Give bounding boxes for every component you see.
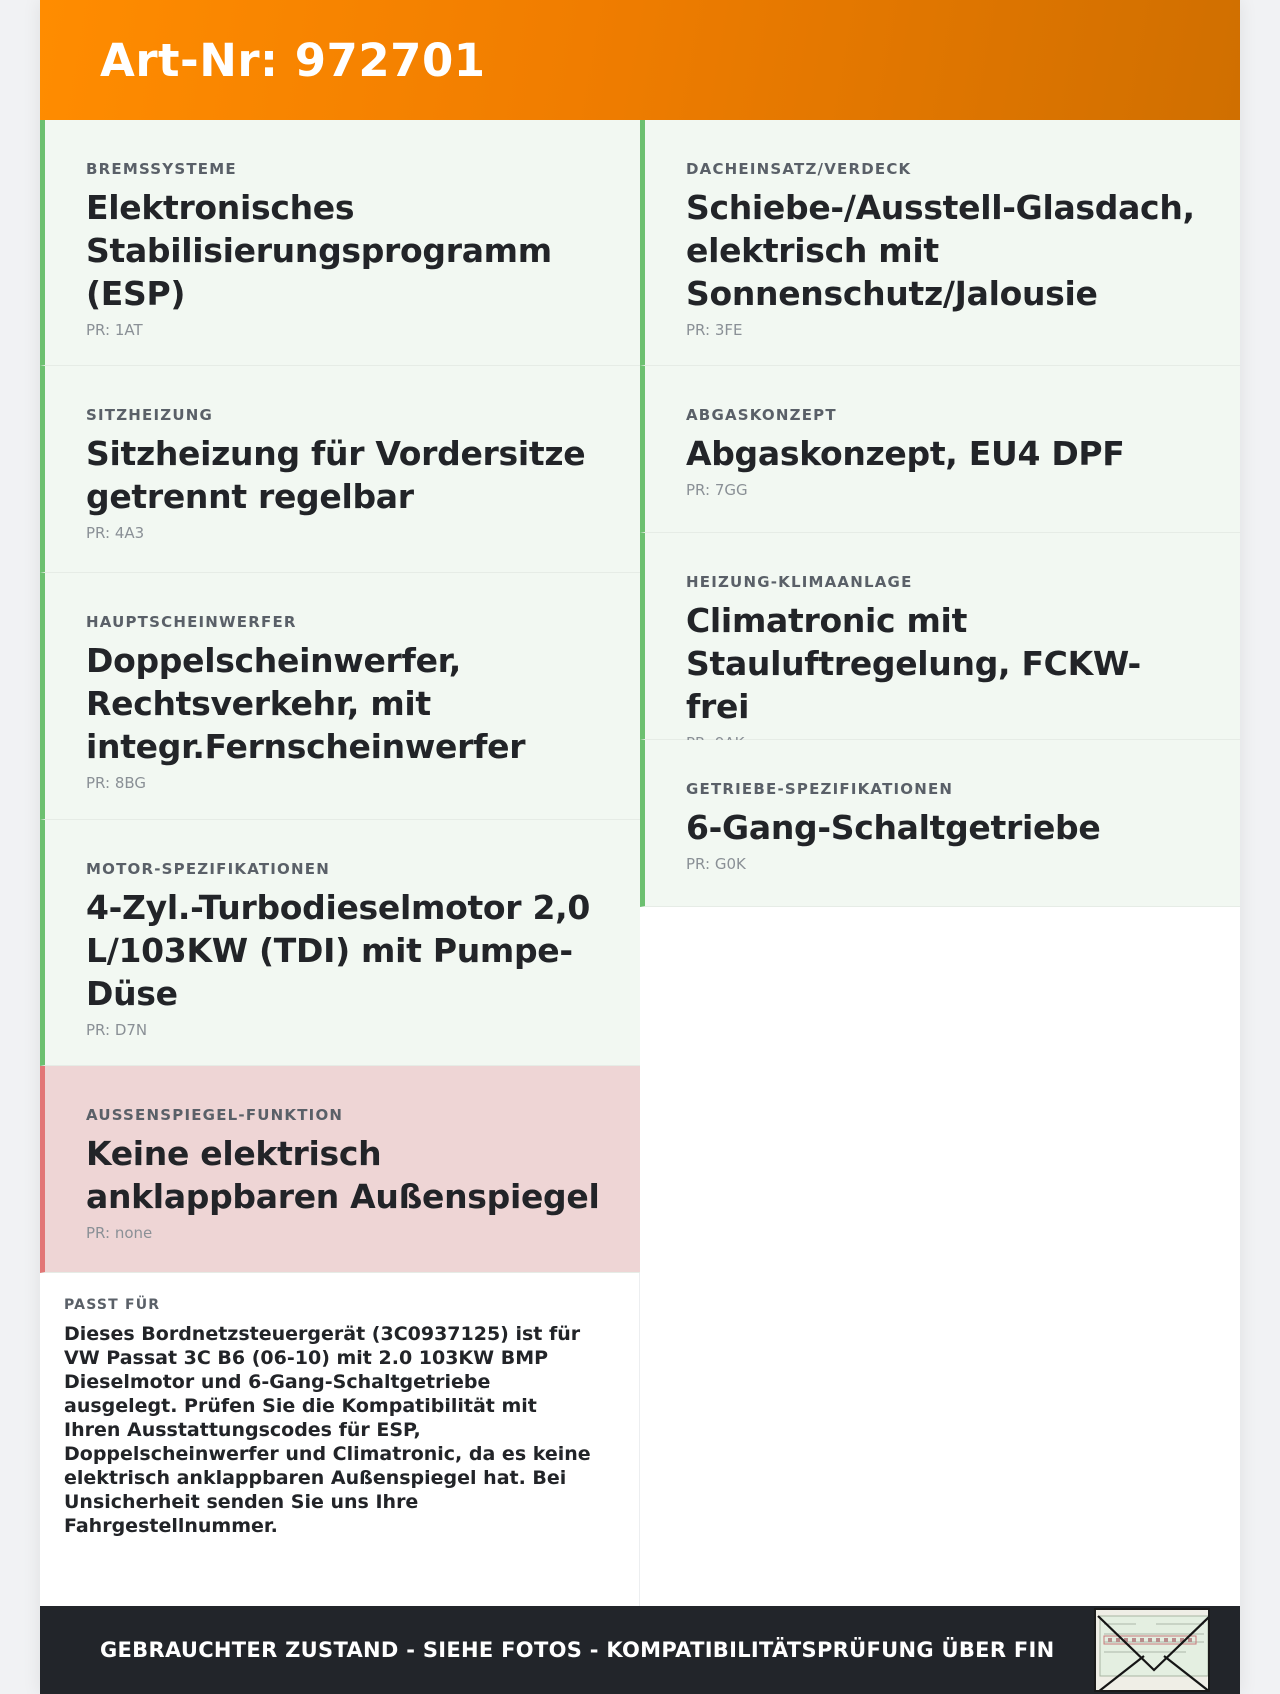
feature-card-climate: [640, 533, 1240, 740]
feature-card-gearbox: [640, 740, 1240, 907]
compatibility-label: PASST FÜR: [64, 1297, 161, 1313]
feature-category: SITZHEIZUNG: [86, 406, 213, 424]
feature-title: Doppelscheinwerfer, Rechtsverkehr, mit integr.Fernscheinwerfer: [86, 641, 526, 766]
feature-category: DACHEINSATZ/VERDECK: [686, 160, 912, 178]
pr-code: PR: G0K: [686, 855, 746, 873]
feature-title: Schiebe-/Ausstell-Glasdach, elektrisch mit Sonnenschutz/Jalousie: [686, 188, 1195, 313]
feature-card-sunroof: [640, 120, 1240, 366]
pr-code: PR: none: [86, 1224, 153, 1242]
article-number-title: Art-Nr: 972701: [100, 33, 486, 87]
footer-notice: GEBRAUCHTER ZUSTAND - SIEHE FOTOS - KOMPATIBILITÄTSPRÜFUNG ÜBER FIN: [100, 1638, 1055, 1662]
left-feature-column: [40, 120, 640, 1273]
feature-category: BREMSSYSTEME: [86, 160, 237, 178]
feature-card-mirrors-missing: [40, 1066, 640, 1273]
pr-code: PR: 7GG: [686, 481, 748, 499]
compatibility-section: [40, 1273, 640, 1606]
feature-title: Keine elektrisch anklappbaren Außenspiegel: [86, 1134, 600, 1216]
feature-title: 6-Gang-Schaltgetriebe: [686, 808, 1101, 847]
pr-code: PR: 3FE: [686, 321, 743, 339]
feature-title: Abgaskonzept, EU4 DPF: [686, 434, 1125, 473]
feature-category: MOTOR-SPEZIFIKATIONEN: [86, 860, 330, 878]
feature-card-seat-heating: [40, 366, 640, 573]
pr-code: PR: D7N: [86, 1021, 148, 1039]
right-feature-column: [640, 120, 1240, 907]
pr-code: PR: 8BG: [86, 774, 147, 792]
pr-code: PR: 1AT: [86, 321, 143, 339]
compatibility-text: Dieses Bordnetzsteuergerät (3C0937125) ist für VW Passat 3C B6 (06-10) mit 2.0 103KW BMP Dieselmotor und 6-Gang-Schaltgetriebe ausgelegt. Prüfen Sie die Kompatibilität mit Ihren Ausstattungscodes für ESP, Doppelscheinwerfer und Climatronic, da es keine elektrisch anklappbaren Außenspiegel hat. Bei Unsicherheit senden Sie uns Ihre Fahrgestellnummer.: [64, 1323, 591, 1537]
feature-card-headlights: [40, 573, 640, 820]
feature-category: ABGASKONZEPT: [686, 406, 837, 424]
feature-card-esp: [40, 120, 640, 366]
feature-category: HEIZUNG-KLIMAANLAGE: [686, 573, 913, 591]
feature-category: GETRIEBE-SPEZIFIKATIONEN: [686, 780, 954, 798]
datasheet-page: [40, 0, 1240, 1694]
envelope-stamp-icon: [1094, 1608, 1210, 1692]
feature-title: Elektronisches Stabilisierungsprogramm (ESP): [86, 188, 552, 313]
feature-title: 4-Zyl.-Turbodieselmotor 2,0 L/103KW (TDI) mit Pumpe-Düse: [86, 888, 591, 1013]
feature-title: Climatronic mit Stauluftregelung, FCKW-frei: [686, 601, 1141, 726]
page-footer: [40, 1606, 1240, 1694]
feature-category: AUSSENSPIEGEL-FUNKTION: [86, 1106, 344, 1124]
page-header: [40, 0, 1240, 120]
feature-title: Sitzheizung für Vordersitze getrennt regelbar: [86, 434, 586, 516]
feature-card-emissions: [640, 366, 1240, 533]
feature-grid: [40, 120, 1240, 1606]
pr-code: PR: 4A3: [86, 524, 145, 542]
feature-card-engine: [40, 820, 640, 1066]
feature-category: HAUPTSCHEINWERFER: [86, 613, 297, 631]
